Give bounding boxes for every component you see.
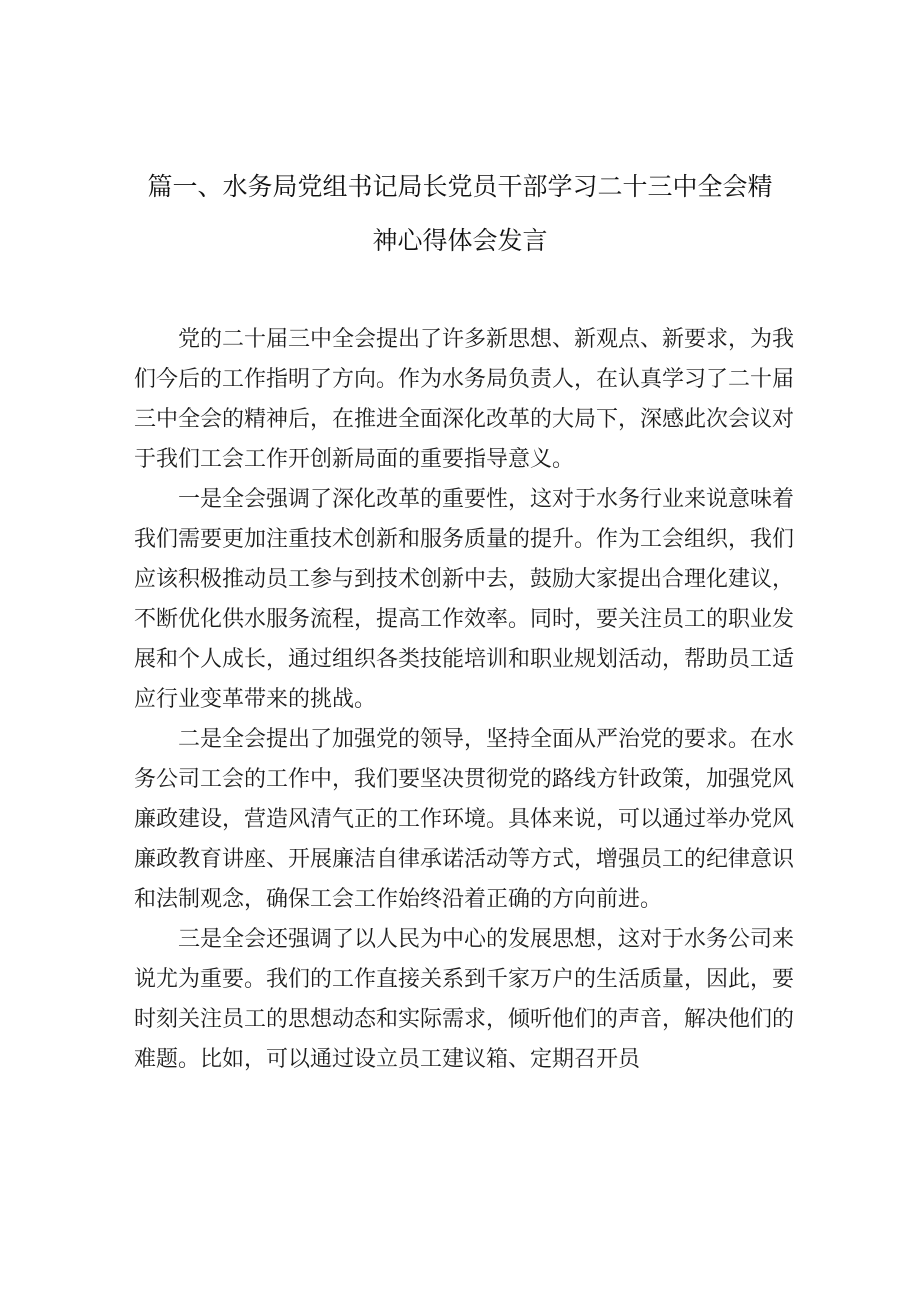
document-title bbox=[130, 160, 790, 268]
title-line-2: 神心得体会发言 bbox=[372, 226, 548, 255]
paragraph-point-one: 一是全会强调了深化改革的重要性，这对于水务行业来说意味着我们需要更加注重技术创新和服务质量的提升。作为工会组织，我们应该积极推动员工参与到技术创新中去，鼓励大家提出合理化建议，不断优化供水服务流程，提高工作效率。同时，要关注员工的职业发展和个人成长，通过组织各类技能培训和职业规划活动，帮助员工适应行业变革带来的挑战。 bbox=[134, 487, 795, 712]
paragraph-point-three: 三是全会还强调了以人民为中心的发展思想，这对于水务公司来说尤为重要。我们的工作直接关系到千家万户的生活质量，因此，要时刻关注员工的思想动态和实际需求，倾听他们的声音，解决他们的难题。比如，可以通过设立员工建议箱、定期召开员 bbox=[134, 927, 795, 1072]
document-body bbox=[134, 320, 794, 1080]
paragraph-intro: 党的二十届三中全会提出了许多新思想、新观点、新要求，为我们今后的工作指明了方向。作为水务局负责人，在认真学习了二十届三中全会的精神后，在推进全面深化改革的大局下，深感此次会议对于我们工会工作开创新局面的重要指导意义。 bbox=[134, 327, 795, 472]
title-line-1: 篇一、水务局党组书记局长党员干部学习二十三中全会精 bbox=[147, 172, 773, 201]
paragraph-point-two: 二是全会提出了加强党的领导，坚持全面从严治党的要求。在水务公司工会的工作中，我们要坚决贯彻党的路线方针政策，加强党风廉政建设，营造风清气正的工作环境。具体来说，可以通过举办党风廉政教育讲座、开展廉洁自律承诺活动等方式，增强员工的纪律意识和法制观念，确保工会工作始终沿着正确的方向前进。 bbox=[134, 727, 795, 912]
